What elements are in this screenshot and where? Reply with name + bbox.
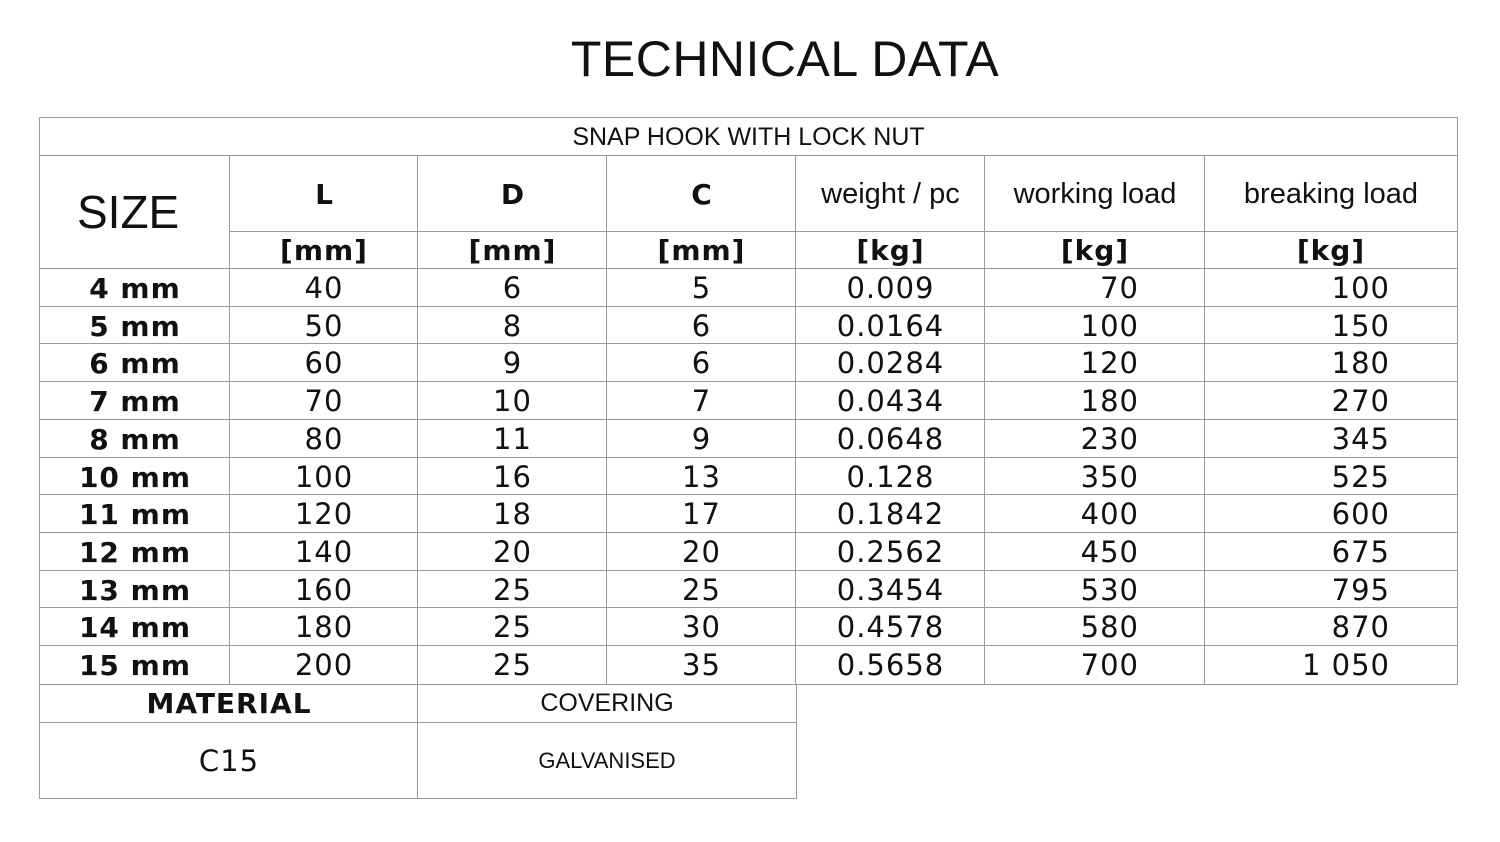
table-cell: 8 <box>502 309 523 343</box>
table-cell: 70 <box>1100 271 1139 305</box>
table-cell: 0.128 <box>846 460 935 494</box>
table-cell: 675 <box>1331 535 1390 569</box>
column-unit: [kg] <box>1060 234 1130 267</box>
table-cell: 0.2562 <box>836 535 945 569</box>
table-cell: 600 <box>1331 497 1390 531</box>
table-cell: 100 <box>294 460 354 494</box>
size-cell: 11 mm <box>78 497 192 531</box>
table-subtitle: SNAP HOOK WITH LOCK NUT <box>572 122 925 151</box>
table-cell: 160 <box>294 573 354 607</box>
table-cell: 5 <box>691 271 712 305</box>
table-cell: 120 <box>294 497 354 531</box>
covering-label: COVERING <box>540 689 674 717</box>
table-cell: 870 <box>1331 610 1390 644</box>
table-cell: 100 <box>1331 271 1390 305</box>
table-cell: 270 <box>1331 384 1390 418</box>
table-cell: 140 <box>294 535 354 569</box>
table-cell: 795 <box>1331 573 1390 607</box>
table-cell: 70 <box>304 384 344 418</box>
table-cell: 580 <box>1080 610 1139 644</box>
size-cell: 14 mm <box>78 610 192 644</box>
table-cell: 35 <box>682 648 721 682</box>
table-cell: 7 <box>691 384 712 418</box>
table-cell: 525 <box>1331 460 1390 494</box>
table-cell: 6 <box>502 271 523 305</box>
table-cell: 100 <box>1080 309 1139 343</box>
column-header: weight / pc <box>821 177 960 210</box>
table-cell: 50 <box>304 309 344 343</box>
size-cell: 5 mm <box>89 309 181 343</box>
table-cell: 9 <box>691 422 712 456</box>
table-cell: 17 <box>682 497 721 531</box>
table-cell: 180 <box>294 610 354 644</box>
table-cell: 0.3454 <box>836 573 945 607</box>
size-header: SIZE <box>77 186 180 238</box>
table-cell: 16 <box>493 460 532 494</box>
table-cell: 25 <box>682 573 721 607</box>
table-cell: 25 <box>493 610 532 644</box>
size-cell: 7 mm <box>89 384 181 418</box>
size-cell: 8 mm <box>89 422 181 456</box>
table-cell: 6 <box>691 346 712 380</box>
table-cell: 40 <box>304 271 344 305</box>
column-header: breaking load <box>1243 177 1419 210</box>
table-cell: 13 <box>682 460 721 494</box>
column-header: L <box>315 177 333 211</box>
table-cell: 0.1842 <box>836 497 945 531</box>
covering-value: GALVANISED <box>538 747 676 773</box>
table-cell: 0.0164 <box>836 309 945 343</box>
column-unit: [kg] <box>1296 234 1366 267</box>
table-cell: 530 <box>1080 573 1139 607</box>
technical-data-table <box>39 117 1458 685</box>
table-cell: 350 <box>1080 460 1139 494</box>
table-cell: 20 <box>493 535 532 569</box>
column-header: C <box>691 177 712 211</box>
size-cell: 13 mm <box>78 573 192 607</box>
page-title: TECHNICAL DATA <box>570 31 1000 87</box>
table-cell: 11 <box>493 422 532 456</box>
column-header: working load <box>1013 177 1177 210</box>
table-cell: 700 <box>1080 648 1139 682</box>
table-cell: 345 <box>1331 422 1390 456</box>
table-cell: 18 <box>493 497 532 531</box>
table-cell: 6 <box>691 309 712 343</box>
size-cell: 15 mm <box>78 648 192 682</box>
table-cell: 80 <box>304 422 344 456</box>
table-cell: 9 <box>502 346 523 380</box>
table-cell: 400 <box>1080 497 1139 531</box>
table-cell: 230 <box>1080 422 1139 456</box>
table-cell: 20 <box>682 535 721 569</box>
size-cell: 4 mm <box>89 271 181 305</box>
size-cell: 10 mm <box>78 460 192 494</box>
size-cell: 6 mm <box>89 346 181 380</box>
table-cell: 0.0434 <box>836 384 945 418</box>
column-unit: [mm] <box>280 234 368 267</box>
table-cell: 25 <box>493 648 532 682</box>
table-cell: 120 <box>1080 346 1139 380</box>
column-header: D <box>500 177 525 211</box>
table-cell: 1 050 <box>1301 648 1390 682</box>
table-cell: 10 <box>493 384 532 418</box>
material-table <box>39 684 797 799</box>
table-cell: 180 <box>1080 384 1139 418</box>
table-cell: 150 <box>1331 309 1390 343</box>
table-cell: 30 <box>682 610 721 644</box>
table-cell: 25 <box>493 573 532 607</box>
table-cell: 60 <box>304 346 344 380</box>
table-cell: 180 <box>1331 346 1390 380</box>
material-label: MATERIAL <box>146 687 312 720</box>
table-cell: 0.0284 <box>836 346 945 380</box>
column-unit: [kg] <box>856 234 925 267</box>
size-cell: 12 mm <box>78 535 192 569</box>
column-unit: [mm] <box>657 234 746 267</box>
table-cell: 0.009 <box>846 271 935 305</box>
table-cell: 200 <box>294 648 354 682</box>
table-cell: 0.0648 <box>836 422 945 456</box>
table-cell: 450 <box>1080 535 1139 569</box>
table-cell: 0.5658 <box>836 648 945 682</box>
table-cell: 0.4578 <box>836 610 945 644</box>
material-value: C15 <box>198 743 260 778</box>
column-unit: [mm] <box>468 234 557 267</box>
